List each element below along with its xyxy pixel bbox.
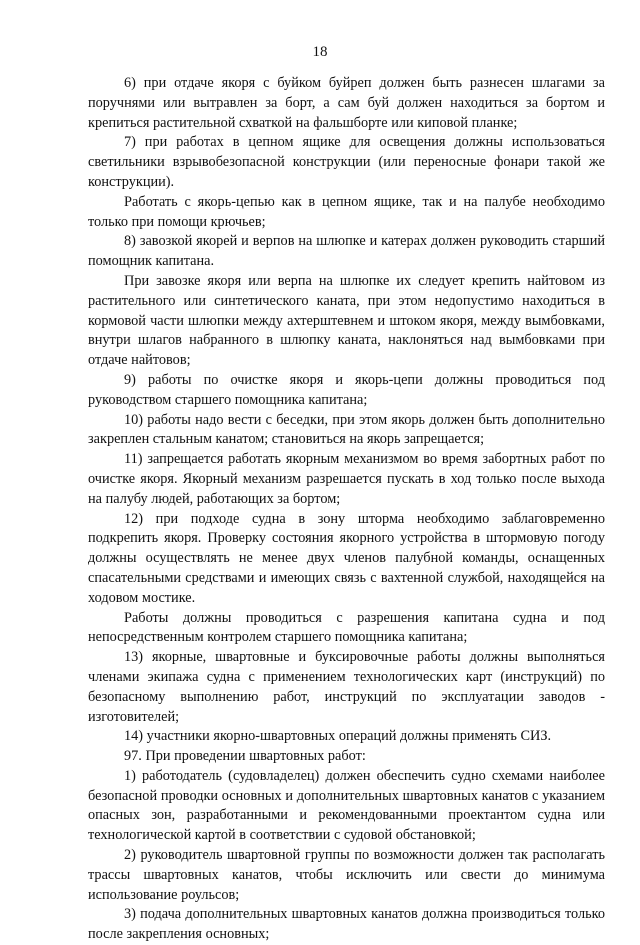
page-body <box>88 74 605 945</box>
paragraph: 6) при отдаче якоря с буйком буйреп должен быть разнесен шлагами за поручнями или вытравлен за борт, а сам буй должен находиться за бортом и крепиться растительной схваткой на фальшборте или киповой планке; <box>88 75 605 131</box>
paragraph: 12) при подходе судна в зону шторма необходимо заблаговременно подкрепить якоря. Проверку состояния якорного устройства в штормовую погоду должны осуществлять не менее двух членов палубной команды, оснащенных спасательными средствами и имеющих связь с вахтенной службой, находящейся на ходовом мостике. <box>88 510 605 606</box>
paragraph: При завозке якоря или верпа на шлюпке их следует крепить найтовом из растительного или синтетического каната, при этом недопустимо находиться в кормовой части шлюпки между ахтерштевнем и штоком якоря, между вымбовками, внутри шлагов набранного в шлюпку каната, наклоняться над вымбовками при отдаче найтовов; <box>88 272 605 369</box>
paragraph: 14) участники якорно-швартовных операций должны применять СИЗ. <box>124 728 552 745</box>
paragraph: Работы должны проводиться с разрешения капитана судна и под непосредственным контролем старшего помощника капитана; <box>88 609 605 646</box>
paragraph: 2) руководитель швартовной группы по возможности должен так располагать трассы швартовных канатов, чтобы исключить или свести до минимума использование роульсов; <box>88 847 605 903</box>
paragraph: 7) при работах в цепном ящике для освещения должны использоваться светильники взрывобезопасной конструкции (или переносные фонари такой же конструкции). <box>88 134 605 190</box>
paragraph: 1) работодатель (судовладелец) должен обеспечить судно схемами наиболее безопасной проводки основных и дополнительных швартовных канатов с указанием опасных зон, разработанными и рекомендованными проектантом судна или технологической картой в соответствии с судовой обстановкой; <box>88 767 605 844</box>
paragraph: 8) завозкой якорей и верпов на шлюпке и катерах должен руководить старший помощник капитана. <box>88 233 605 270</box>
paragraph: Работать с якорь-цепью как в цепном ящике, так и на палубе необходимо только при помощи крючьев; <box>88 193 605 230</box>
paragraph: 9) работы по очистке якоря и якорь-цепи должны проводиться под руководством старшего помощника капитана; <box>88 371 605 408</box>
paragraph: 13) якорные, швартовные и буксировочные работы должны выполняться членами экипажа судна с применением технологических карт (инструкций) по безопасному выполнению работ, инструкций по эксплуатации заводов - изготовителей; <box>88 649 605 725</box>
section-heading: 97. При проведении швартовных работ: <box>124 748 366 765</box>
paragraph: 3) подача дополнительных швартовных канатов должна производиться только после закрепления основных; <box>88 906 605 943</box>
paragraph: 11) запрещается работать якорным механизмом во время забортных работ по очистке якоря. Якорный механизм разрешается пускать в ход только после выхода на палубу людей, работающих за бортом; <box>88 451 605 507</box>
paragraph: 10) работы надо вести с беседки, при этом якорь должен быть дополнительно закреплен стальным канатом; становиться на якорь запрещается; <box>88 411 605 448</box>
page-number: 18 <box>312 44 328 60</box>
